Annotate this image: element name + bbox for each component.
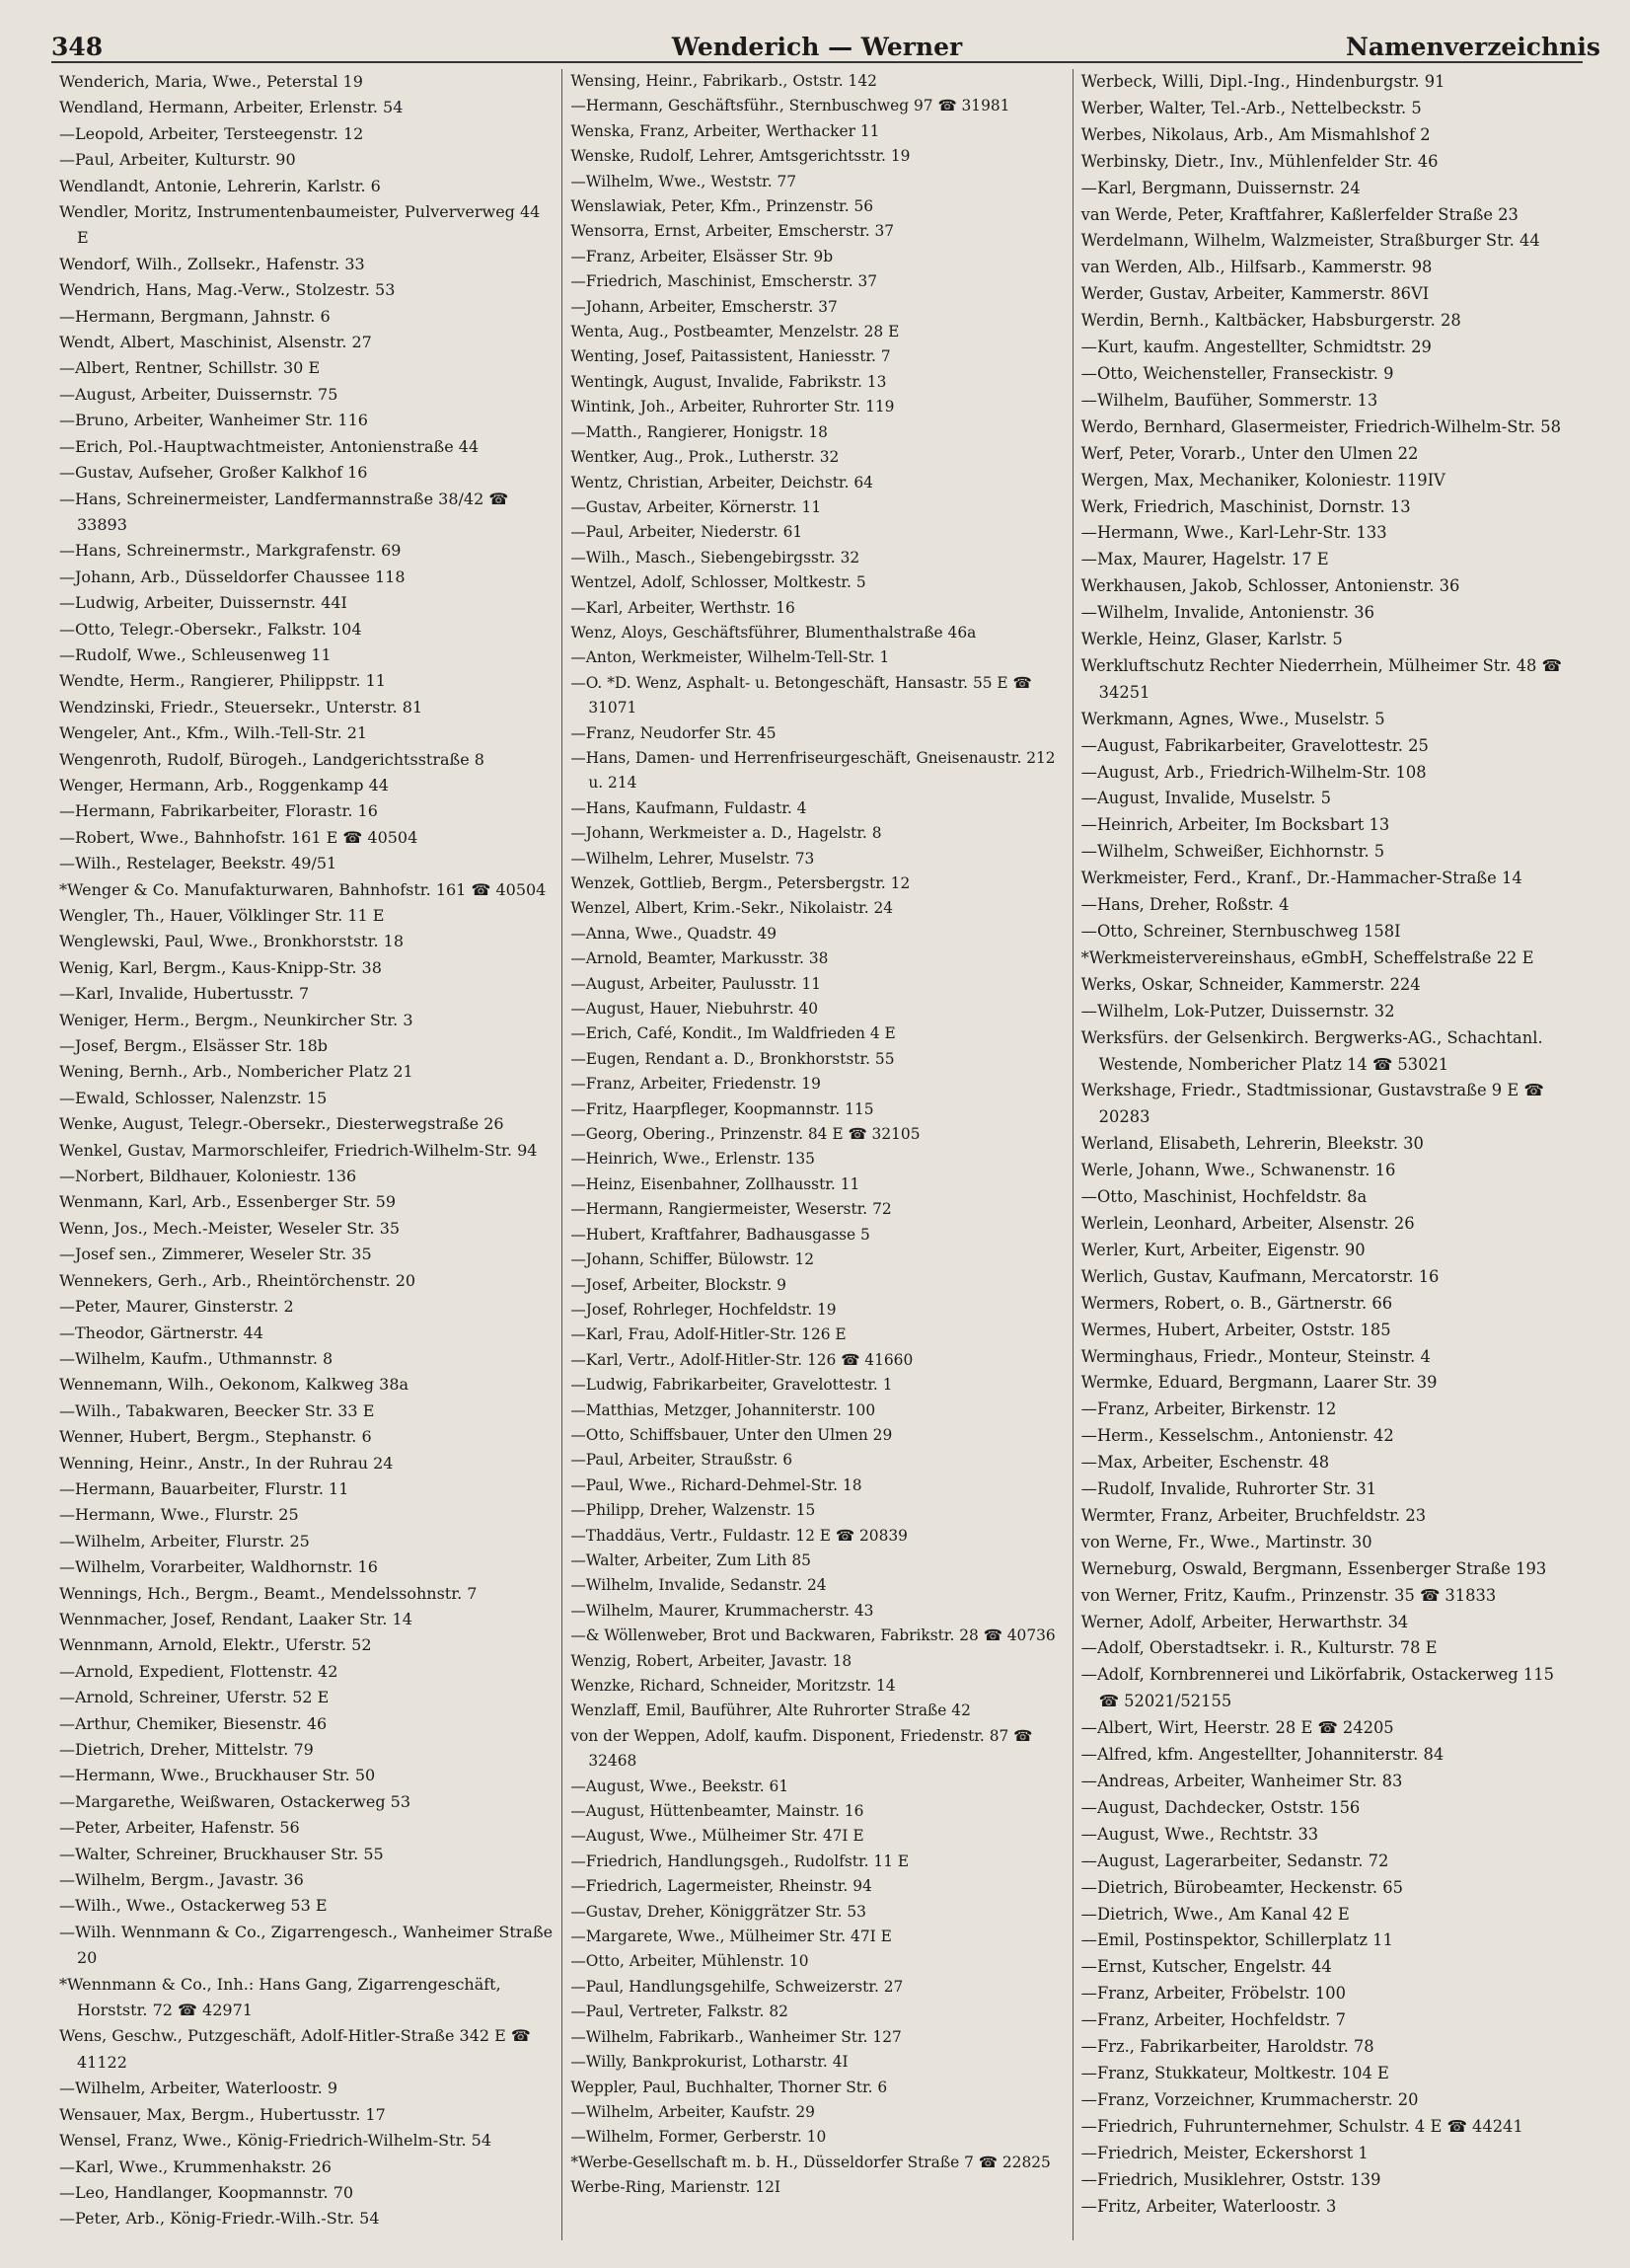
directory-entry: —Josef, Bergm., Elsässer Str. 18b [59, 1036, 329, 1056]
directory-entry: —Heinz, Eisenbahner, Zollhausstr. 11 [570, 1174, 860, 1193]
directory-entry: Wendlandt, Antonie, Lehrerin, Karlstr. 6 [59, 176, 381, 195]
directory-entry: Werksfürs. der Gelsenkirch. Bergwerks-AG., Schachtanl. Westende, Nombericher Platz 14 ☎ 53021 [1080, 1027, 1543, 1074]
page-title: Wenderich — Werner [671, 33, 963, 61]
directory-entry: —Matth., Rangierer, Honigstr. 18 [570, 422, 828, 441]
directory-entry: —Fritz, Arbeiter, Waterloostr. 3 [1080, 2196, 1337, 2216]
directory-entry: —Wilhelm, Lok-Putzer, Duissernstr. 32 [1080, 1001, 1395, 1021]
directory-entry: —Robert, Wwe., Bahnhofstr. 161 E ☎ 40504 [59, 827, 418, 847]
directory-entry: —Hans, Damen- und Herrenfriseurgeschäft, Gneisenaustr. 212 u. 214 [570, 748, 1056, 793]
directory-entry: *Werkmeistervereinshaus, eGmbH, Scheffelstraße 22 E [1080, 947, 1534, 967]
directory-entry: Werkluftschutz Rechter Niederrhein, Mülheimer Str. 48 ☎ 34251 [1080, 655, 1562, 702]
directory-entry: —Wilh., Masch., Siebengebirgsstr. 32 [570, 548, 860, 567]
directory-entry: —Friedrich, Musiklehrer, Oststr. 139 [1080, 2169, 1381, 2189]
directory-entry: Werf, Peter, Vorarb., Unter den Ulmen 22 [1080, 443, 1419, 463]
directory-entry: —Leopold, Arbeiter, Tersteegenstr. 12 [59, 123, 364, 143]
directory-entry: Wenig, Karl, Bergm., Kaus-Knipp-Str. 38 [59, 957, 382, 977]
directory-entry: Wenzlaff, Emil, Bauführer, Alte Ruhrorter Straße 42 [570, 1701, 971, 1720]
directory-entry: —Wilhelm, Wwe., Weststr. 77 [570, 172, 797, 190]
directory-entry: —Wilhelm, Bergm., Javastr. 36 [59, 1870, 304, 1890]
directory-entry: —Wilh., Tabakwaren, Beecker Str. 33 E [59, 1400, 375, 1420]
directory-entry: —Emil, Postinspektor, Schillerplatz 11 [1080, 1930, 1393, 1950]
directory-entry: Wennemann, Wilh., Oekonom, Kalkweg 38a [59, 1375, 409, 1395]
directory-entry: —Wilhelm, Vorarbeiter, Waldhornstr. 16 [59, 1557, 378, 1577]
directory-entry: Werbe-Ring, Marienstr. 12I [570, 2178, 781, 2197]
directory-entry: —Hermann, Geschäftsführ., Sternbuschweg 97 ☎ 31981 [570, 97, 1010, 115]
directory-entry: —Johann, Werkmeister a. D., Hagelstr. 8 [570, 824, 882, 843]
directory-entry: —Hans, Dreher, Roßstr. 4 [1080, 895, 1290, 915]
directory-entry: —Gustav, Arbeiter, Körnerstr. 11 [570, 497, 822, 516]
directory-entry: Werminghaus, Friedr., Monteur, Steinstr. 4 [1080, 1346, 1431, 1366]
directory-entry: —Karl, Vertr., Adolf-Hitler-Str. 126 ☎ 41660 [570, 1350, 914, 1369]
directory-entry: Wendzinski, Friedr., Steuersekr., Unterstr. 81 [59, 697, 423, 717]
directory-entry: —Franz, Arbeiter, Hochfeldstr. 7 [1080, 2010, 1346, 2030]
directory-entry: —August, Invalide, Muselstr. 5 [1080, 789, 1331, 808]
directory-entry: —Alfred, kfm. Angestellter, Johanniterstr. 84 [1080, 1745, 1445, 1765]
directory-entry: —August, Arb., Friedrich-Wilhelm-Str. 108 [1080, 762, 1427, 782]
directory-entry: —Franz, Stukkateur, Moltkestr. 104 E [1080, 2063, 1389, 2082]
directory-entry: —Hans, Schreinermstr., Markgrafenstr. 69 [59, 541, 402, 561]
column-1 [51, 69, 561, 2240]
directory-entry: Wentker, Aug., Prok., Lutherstr. 32 [570, 448, 840, 467]
directory-entry: —Walter, Arbeiter, Zum Lith 85 [570, 1550, 811, 1569]
directory-entry: —Otto, Schreiner, Sternbuschweg 158I [1080, 922, 1401, 941]
directory-entry: Wensel, Franz, Wwe., König-Friedrich-Wilhelm-Str. 54 [59, 2131, 491, 2151]
directory-entry: —Wilhelm, Arbeiter, Waterloostr. 9 [59, 2079, 338, 2098]
directory-entry: —August, Fabrikarbeiter, Gravelottestr. 25 [1080, 735, 1429, 755]
directory-entry: —Bruno, Arbeiter, Wanheimer Str. 116 [59, 411, 368, 430]
directory-entry: —Norbert, Bildhauer, Koloniestr. 136 [59, 1167, 357, 1186]
directory-entry: —Arthur, Chemiker, Biesenstr. 46 [59, 1713, 328, 1733]
directory-entry: Weniger, Herm., Bergm., Neunkircher Str. 3 [59, 1010, 413, 1029]
directory-entry: —Theodor, Gärtnerstr. 44 [59, 1323, 263, 1342]
directory-entry: —Hermann, Bauarbeiter, Flurstr. 11 [59, 1478, 349, 1498]
directory-entry: Wenska, Franz, Arbeiter, Werthacker 11 [570, 121, 880, 140]
directory-entry: Wensauer, Max, Bergm., Hubertusstr. 17 [59, 2104, 386, 2124]
directory-entry: Wennmann, Arnold, Elektr., Uferstr. 52 [59, 1635, 372, 1655]
directory-entry: —Franz, Arbeiter, Elsässer Str. 9b [570, 247, 834, 265]
directory-entry: van Werde, Peter, Kraftfahrer, Kaßlerfelder Straße 23 [1080, 204, 1519, 224]
directory-entry: Wendland, Hermann, Arbeiter, Erlenstr. 54 [59, 98, 404, 117]
directory-entry: —Otto, Schiffsbauer, Unter den Ulmen 29 [570, 1425, 893, 1444]
directory-entry: —Albert, Rentner, Schillstr. 30 E [59, 358, 321, 378]
directory-entry: Wenzek, Gottlieb, Bergm., Petersbergstr. 12 [570, 874, 911, 892]
directory-entry: Wendler, Moritz, Instrumentenbaumeister, Pulververweg 44 E [59, 202, 541, 248]
directory-entry: —Kurt, kaufm. Angestellter, Schmidtstr. 29 [1080, 338, 1432, 357]
directory-entry: —Franz, Arbeiter, Birkenstr. 12 [1080, 1399, 1337, 1419]
directory-entry: Wenning, Heinr., Anstr., In der Ruhrau 24 [59, 1453, 394, 1473]
directory-entry: —Wilhelm, Schweißer, Eichhornstr. 5 [1080, 842, 1385, 862]
directory-entry: Wengeler, Ant., Kfm., Wilh.-Tell-Str. 21 [59, 723, 368, 743]
directory-entry: —Erich, Café, Kondit., Im Waldfrieden 4 E [570, 1024, 896, 1043]
directory-entry: *Wennmann & Co., Inh.: Hans Gang, Zigarrengeschäft, Horststr. 72 ☎ 42971 [59, 1974, 501, 2020]
directory-entry: —Dietrich, Wwe., Am Kanal 42 E [1080, 1904, 1350, 1924]
directory-entry: Wentzel, Adolf, Schlosser, Moltkestr. 5 [570, 573, 866, 592]
directory-entry: Werbeck, Willi, Dipl.-Ing., Hindenburgstr. 91 [1080, 72, 1445, 91]
directory-entry: Wentz, Christian, Arbeiter, Deichstr. 64 [570, 473, 873, 491]
directory-entry: —Hubert, Kraftfahrer, Badhausgasse 5 [570, 1225, 870, 1244]
directory-entry: —Hermann, Wwe., Bruckhauser Str. 50 [59, 1766, 376, 1785]
columns [51, 69, 1583, 2240]
directory-entry: *Werbe-Gesellschaft m. b. H., Düsseldorfer Straße 7 ☎ 22825 [570, 2153, 1051, 2171]
directory-entry: —Peter, Arb., König-Friedr.-Wilh.-Str. 54 [59, 2209, 380, 2229]
directory-entry: —Wilhelm, Arbeiter, Flurstr. 25 [59, 1531, 310, 1550]
directory-entry: Wenzel, Albert, Krim.-Sekr., Nikolaistr. 24 [570, 899, 894, 918]
directory-entry: —Fritz, Haarpfleger, Koopmannstr. 115 [570, 1099, 874, 1118]
directory-entry: —Paul, Vertreter, Falkstr. 82 [570, 2003, 788, 2021]
directory-entry: Wenslawiak, Peter, Kfm., Prinzenstr. 56 [570, 197, 874, 216]
directory-entry: —August, Arbeiter, Duissernstr. 75 [59, 384, 338, 404]
directory-entry: —August, Arbeiter, Paulusstr. 11 [570, 974, 822, 993]
directory-entry: Wengler, Th., Hauer, Völklinger Str. 11 E [59, 906, 385, 925]
directory-entry: —Peter, Arbeiter, Hafenstr. 56 [59, 1818, 300, 1838]
directory-entry: —Johann, Arb., Düsseldorfer Chaussee 118 [59, 567, 406, 586]
directory-entry: —Matthias, Metzger, Johanniterstr. 100 [570, 1400, 876, 1419]
directory-entry: —August, Hauer, Niebuhrstr. 40 [570, 1000, 819, 1019]
directory-entry: Werner, Adolf, Arbeiter, Herwarthstr. 34 [1080, 1612, 1409, 1631]
directory-entry: —Dietrich, Bürobeamter, Heckenstr. 65 [1080, 1877, 1403, 1897]
directory-entry: —Paul, Wwe., Richard-Dehmel-Str. 18 [570, 1475, 862, 1494]
directory-entry: van Werden, Alb., Hilfsarb., Kammerstr. 98 [1080, 258, 1433, 277]
directory-entry: Wergen, Max, Mechaniker, Koloniestr. 119IV [1080, 470, 1445, 490]
directory-entry: —Franz, Arbeiter, Fröbelstr. 100 [1080, 1984, 1346, 2003]
directory-entry: —Hermann, Wwe., Flurstr. 25 [59, 1505, 299, 1525]
directory-entry: Wermter, Franz, Arbeiter, Bruchfeldstr. 23 [1080, 1505, 1427, 1525]
directory-entry: —Wilh. Wennmann & Co., Zigarrengesch., Wanheimer Straße 20 [59, 1922, 554, 1968]
directory-entry: —Anton, Werkmeister, Wilhelm-Tell-Str. 1 [570, 648, 890, 667]
directory-entry: Wintink, Joh., Arbeiter, Ruhrorter Str. 119 [570, 398, 895, 416]
directory-entry: —Johann, Schiffer, Bülowstr. 12 [570, 1250, 815, 1269]
directory-entry: Wennmacher, Josef, Rendant, Laaker Str. 14 [59, 1609, 412, 1628]
directory-entry: Wenta, Aug., Postbeamter, Menzelstr. 28 E [570, 323, 900, 341]
directory-entry: Werdelmann, Wilhelm, Walzmeister, Straßburger Str. 44 [1080, 231, 1540, 251]
directory-entry: Wermers, Robert, o. B., Gärtnerstr. 66 [1080, 1293, 1393, 1313]
directory-entry: Werk, Friedrich, Maschinist, Dornstr. 13 [1080, 496, 1411, 516]
directory-entry: —Franz, Neudorfer Str. 45 [570, 723, 777, 742]
directory-entry: —Paul, Arbeiter, Straußstr. 6 [570, 1451, 793, 1470]
directory-entry: Werkhausen, Jakob, Schlosser, Antonienstr. 36 [1080, 576, 1460, 596]
directory-entry: Werdin, Bernh., Kaltbäcker, Habsburgerstr. 28 [1080, 311, 1461, 331]
directory-entry: —Eugen, Rendant a. D., Bronkhorststr. 55 [570, 1049, 895, 1068]
directory-entry: Wermke, Eduard, Bergmann, Laarer Str. 39 [1080, 1373, 1438, 1393]
directory-entry: Wentingk, August, Invalide, Fabrikstr. 13 [570, 372, 887, 391]
directory-entry: —Margarete, Wwe., Mülheimer Str. 47I E [570, 1928, 892, 1946]
directory-entry: Wens, Geschw., Putzgeschäft, Adolf-Hitler-Straße 342 E ☎ 41122 [59, 2026, 531, 2072]
directory-entry: Werks, Oskar, Schneider, Kammerstr. 224 [1080, 974, 1421, 994]
directory-entry: —August, Wwe., Beekstr. 61 [570, 1777, 789, 1795]
directory-entry: von der Weppen, Adolf, kaufm. Disponent, Friedenstr. 87 ☎ 32468 [570, 1726, 1033, 1771]
directory-entry: —Karl, Arbeiter, Werthstr. 16 [570, 598, 795, 617]
directory-entry: —Otto, Telegr.-Obersekr., Falkstr. 104 [59, 619, 362, 639]
directory-entry: Wendte, Herm., Rangierer, Philippstr. 11 [59, 671, 386, 691]
directory-entry: —Josef, Rohrleger, Hochfeldstr. 19 [570, 1300, 837, 1319]
directory-entry: —Gustav, Aufseher, Großer Kalkhof 16 [59, 463, 368, 483]
directory-entry: —Josef, Arbeiter, Blockstr. 9 [570, 1275, 786, 1294]
directory-entry: —Ludwig, Arbeiter, Duissernstr. 44I [59, 593, 347, 613]
directory-entry: Wennings, Hch., Bergm., Beamt., Mendelssohnstr. 7 [59, 1583, 478, 1603]
directory-entry: —August, Hüttenbeamter, Mainstr. 16 [570, 1802, 864, 1821]
directory-entry: —Arnold, Schreiner, Uferstr. 52 E [59, 1688, 330, 1707]
directory-entry: —Paul, Handlungsgehilfe, Schweizerstr. 27 [570, 1977, 904, 1996]
page-header [51, 22, 1600, 63]
directory-entry: —Peter, Maurer, Ginsterstr. 2 [59, 1297, 294, 1317]
directory-entry: —Wilhelm, Fabrikarb., Wanheimer Str. 127 [570, 2027, 902, 2046]
directory-entry: Werber, Walter, Tel.-Arb., Nettelbeckstr. 5 [1080, 98, 1422, 117]
directory-entry: —Friedrich, Lagermeister, Rheinstr. 94 [570, 1877, 872, 1896]
directory-entry: —Wilhelm, Arbeiter, Kaufstr. 29 [570, 2102, 815, 2121]
directory-entry: Werder, Gustav, Arbeiter, Kammerstr. 86VI [1080, 284, 1430, 304]
directory-entry: —Friedrich, Handlungsgeh., Rudolfstr. 11 E [570, 1852, 910, 1870]
directory-entry: Wenglewski, Paul, Wwe., Bronkhorststr. 18 [59, 932, 405, 951]
directory-entry: —Adolf, Oberstadtsekr. i. R., Kulturstr. 78 E [1080, 1638, 1438, 1658]
directory-entry: Wenger, Hermann, Arb., Roggenkamp 44 [59, 775, 389, 794]
directory-entry: —Wilhelm, Kaufm., Uthmannstr. 8 [59, 1348, 333, 1368]
directory-entry: Wenzig, Robert, Arbeiter, Javastr. 18 [570, 1651, 852, 1670]
directory-entry: Wendrich, Hans, Mag.-Verw., Stolzestr. 53 [59, 280, 396, 300]
directory-entry: *Wenger & Co. Manufakturwaren, Bahnhofstr. 161 ☎ 40504 [59, 879, 547, 899]
directory-entry: —Ludwig, Fabrikarbeiter, Gravelottestr. 1 [570, 1376, 893, 1395]
directory-entry: —Heinrich, Wwe., Erlenstr. 135 [570, 1150, 815, 1169]
directory-entry: von Werne, Fr., Wwe., Martinstr. 30 [1080, 1532, 1372, 1551]
directory-entry: —Rudolf, Wwe., Schleusenweg 11 [59, 644, 332, 664]
directory-entry: —August, Wwe., Rechtstr. 33 [1080, 1824, 1319, 1844]
directory-entry: Werkmann, Agnes, Wwe., Muselstr. 5 [1080, 709, 1385, 728]
directory-entry: Wenke, August, Telegr.-Obersekr., Diesterwegstraße 26 [59, 1114, 504, 1134]
directory-entry: Weppler, Paul, Buchhalter, Thorner Str. 6 [570, 2078, 888, 2096]
directory-entry: von Werner, Fritz, Kaufm., Prinzenstr. 35 ☎ 31833 [1080, 1585, 1497, 1605]
directory-entry: —Margarethe, Weißwaren, Ostackerweg 53 [59, 1791, 411, 1811]
directory-entry: Werkle, Heinz, Glaser, Karlstr. 5 [1080, 630, 1343, 649]
directory-entry: —Hermann, Fabrikarbeiter, Florastr. 16 [59, 801, 378, 821]
directory-entry: Wendorf, Wilh., Zollsekr., Hafenstr. 33 [59, 254, 365, 273]
column-3 [1073, 69, 1583, 2240]
directory-entry: —& Wöllenweber, Brot und Backwaren, Fabrikstr. 28 ☎ 40736 [570, 1626, 1056, 1645]
directory-entry: Wensing, Heinr., Fabrikarb., Oststr. 142 [570, 72, 877, 90]
column-2 [561, 69, 1072, 2240]
directory-entry: Wengenroth, Rudolf, Bürogeh., Landgerichtsstraße 8 [59, 749, 484, 769]
directory-entry: —Wilhelm, Invalide, Sedanstr. 24 [570, 1576, 827, 1595]
directory-entry: —Josef sen., Zimmerer, Weseler Str. 35 [59, 1245, 372, 1264]
directory-entry: Wenz, Aloys, Geschäftsführer, Blumenthalstraße 46a [570, 623, 977, 642]
directory-entry: —Johann, Arbeiter, Emscherstr. 37 [570, 297, 838, 316]
directory-entry: Werlein, Leonhard, Arbeiter, Alsenstr. 26 [1080, 1213, 1415, 1233]
directory-entry: Werle, Johann, Wwe., Schwanenstr. 16 [1080, 1161, 1396, 1180]
directory-entry: —Franz, Arbeiter, Friedenstr. 19 [570, 1075, 821, 1094]
directory-entry: —Walter, Schreiner, Bruckhauser Str. 55 [59, 1844, 384, 1863]
directory-entry: Wenderich, Maria, Wwe., Peterstal 19 [59, 72, 363, 91]
directory-entry: —Wilhelm, Maurer, Krummacherstr. 43 [570, 1601, 874, 1620]
directory-entry: Wenmann, Karl, Arb., Essenberger Str. 59 [59, 1192, 397, 1212]
directory-entry: Werbinsky, Dietr., Inv., Mühlenfelder Str. 46 [1080, 151, 1439, 171]
directory-entry: —Karl, Frau, Adolf-Hitler-Str. 126 E [570, 1325, 847, 1344]
directory-entry: —Karl, Wwe., Krummenhakstr. 26 [59, 2156, 332, 2176]
directory-entry: Wenske, Rudolf, Lehrer, Amtsgerichtsstr. 19 [570, 147, 911, 166]
directory-entry: Werkmeister, Ferd., Kranf., Dr.-Hammacher-Straße 14 [1080, 869, 1522, 888]
directory-entry: —Arnold, Expedient, Flottenstr. 42 [59, 1661, 338, 1681]
directory-entry: —Heinrich, Arbeiter, Im Bocksbart 13 [1080, 815, 1390, 835]
directory-entry: Wenn, Jos., Mech.-Meister, Weseler Str. 35 [59, 1218, 401, 1238]
directory-entry: Wenting, Josef, Paitassistent, Haniesstr. 7 [570, 347, 891, 366]
directory-entry: —August, Wwe., Mülheimer Str. 47I E [570, 1827, 864, 1846]
directory-entry: —Willy, Bankprokurist, Lotharstr. 4I [570, 2053, 849, 2072]
directory-entry: —Friedrich, Maschinist, Emscherstr. 37 [570, 272, 878, 291]
directory-entry: —Dietrich, Dreher, Mittelstr. 79 [59, 1740, 314, 1759]
directory-entry: —Hermann, Bergmann, Jahnstr. 6 [59, 306, 331, 326]
directory-entry: —Otto, Weichensteller, Franseckistr. 9 [1080, 363, 1394, 383]
directory-entry: —Max, Maurer, Hagelstr. 17 E [1080, 550, 1329, 569]
directory-entry: —Gustav, Dreher, Königgrätzer Str. 53 [570, 1902, 866, 1921]
directory-entry: —Friedrich, Meister, Eckershorst 1 [1080, 2143, 1369, 2162]
directory-entry: —Karl, Invalide, Hubertusstr. 7 [59, 984, 310, 1004]
directory-entry: —Otto, Arbeiter, Mühlenstr. 10 [570, 1952, 809, 1971]
directory-entry: —August, Dachdecker, Oststr. 156 [1080, 1797, 1361, 1817]
directory-entry: —Karl, Bergmann, Duissernstr. 24 [1080, 178, 1361, 197]
directory-entry: —Frz., Fabrikarbeiter, Haroldstr. 78 [1080, 2037, 1374, 2057]
directory-entry: —Wilhelm, Former, Gerberstr. 10 [570, 2128, 827, 2147]
directory-entry: Werdo, Bernhard, Glasermeister, Friedrich-Wilhelm-Str. 58 [1080, 416, 1561, 436]
directory-entry: —Thaddäus, Vertr., Fuldastr. 12 E ☎ 20839 [570, 1526, 908, 1545]
directory-entry: —Otto, Maschinist, Hochfeldstr. 8a [1080, 1187, 1368, 1207]
directory-entry: —Andreas, Arbeiter, Wanheimer Str. 83 [1080, 1772, 1403, 1790]
section-title: Namenverzeichnis [1346, 33, 1600, 61]
directory-entry: —Ernst, Kutscher, Engelstr. 44 [1080, 1957, 1332, 1977]
directory-entry: —Hermann, Wwe., Karl-Lehr-Str. 133 [1080, 523, 1387, 543]
directory-entry: Wendt, Albert, Maschinist, Alsenstr. 27 [59, 333, 372, 352]
directory-entry: —Wilh., Wwe., Ostackerweg 53 E [59, 1896, 328, 1916]
directory-entry: —Anna, Wwe., Quadstr. 49 [570, 924, 778, 943]
directory-entry: —Wilhelm, Baufüher, Sommerstr. 13 [1080, 390, 1378, 410]
directory-entry: —August, Lagerarbeiter, Sedanstr. 72 [1080, 1851, 1389, 1870]
directory-entry: —Herm., Kesselschm., Antonienstr. 42 [1080, 1426, 1394, 1446]
directory-entry: —Wilhelm, Lehrer, Muselstr. 73 [570, 849, 815, 868]
directory-entry: —Paul, Arbeiter, Niederstr. 61 [570, 523, 803, 542]
directory-entry: Wermes, Hubert, Arbeiter, Oststr. 185 [1080, 1320, 1391, 1339]
directory-entry: —Adolf, Kornbrennerei und Likörfabrik, Ostackerweg 115 ☎ 52021/52155 [1080, 1665, 1554, 1711]
directory-entry: —O. *D. Wenz, Asphalt- u. Betongeschäft, Hansastr. 55 E ☎ 31071 [570, 673, 1032, 718]
directory-entry: Wenner, Hubert, Bergm., Stephanstr. 6 [59, 1427, 372, 1447]
directory-entry: Wenzke, Richard, Schneider, Moritzstr. 14 [570, 1677, 896, 1695]
directory-entry: —Hans, Schreinermeister, Landfermannstraße 38/42 ☎ 33893 [59, 489, 509, 534]
directory-entry: —Franz, Vorzeichner, Krummacherstr. 20 [1080, 2089, 1419, 2109]
directory-entry: —Philipp, Dreher, Walzenstr. 15 [570, 1501, 816, 1520]
directory-entry: Wening, Bernh., Arb., Nombericher Platz 21 [59, 1062, 413, 1082]
directory-entry: Wensorra, Ernst, Arbeiter, Emscherstr. 37 [570, 222, 895, 241]
directory-entry: —Wilh., Restelager, Beekstr. 49/51 [59, 854, 337, 873]
directory-entry: —Rudolf, Invalide, Ruhrorter Str. 31 [1080, 1479, 1377, 1499]
directory-entry: Werler, Kurt, Arbeiter, Eigenstr. 90 [1080, 1240, 1366, 1259]
directory-entry: Werkshage, Friedr., Stadtmissionar, Gustavstraße 9 E ☎ 20283 [1080, 1081, 1544, 1127]
directory-entry: —Ewald, Schlosser, Nalenzstr. 15 [59, 1088, 328, 1107]
directory-entry: —Wilhelm, Invalide, Antonienstr. 36 [1080, 603, 1374, 623]
page-number: 348 [51, 33, 104, 61]
directory-entry: Wenkel, Gustav, Marmorschleifer, Friedrich-Wilhelm-Str. 94 [59, 1140, 538, 1160]
directory-entry: —Leo, Handlanger, Koopmannstr. 70 [59, 2182, 354, 2202]
directory-entry: —Arnold, Beamter, Markusstr. 38 [570, 949, 829, 968]
directory-entry: Werland, Elisabeth, Lehrerin, Bleekstr. 30 [1080, 1134, 1424, 1154]
directory-entry: Werlich, Gustav, Kaufmann, Mercatorstr. 16 [1080, 1266, 1440, 1286]
directory-entry: Werneburg, Oswald, Bergmann, Essenberger Straße 193 [1080, 1558, 1547, 1578]
directory-entry: Werbes, Nikolaus, Arb., Am Mismahlshof 2 [1080, 124, 1431, 144]
directory-entry: —Albert, Wirt, Heerstr. 28 E ☎ 24205 [1080, 1718, 1394, 1738]
directory-entry: —Paul, Arbeiter, Kulturstr. 90 [59, 150, 296, 170]
directory-entry: —Hermann, Rangiermeister, Weserstr. 72 [570, 1200, 892, 1219]
directory-entry: Wennekers, Gerh., Arb., Rheintörchenstr. 20 [59, 1270, 416, 1290]
directory-entry: —Friedrich, Fuhrunternehmer, Schulstr. 4 E ☎ 44241 [1080, 2116, 1523, 2136]
directory-entry: —Max, Arbeiter, Eschenstr. 48 [1080, 1453, 1330, 1473]
directory-entry: —Hans, Kaufmann, Fuldastr. 4 [570, 798, 807, 817]
directory-entry: —Georg, Obering., Prinzenstr. 84 E ☎ 32105 [570, 1125, 921, 1144]
directory-entry: —Erich, Pol.-Hauptwachtmeister, Antonienstraße 44 [59, 436, 480, 456]
